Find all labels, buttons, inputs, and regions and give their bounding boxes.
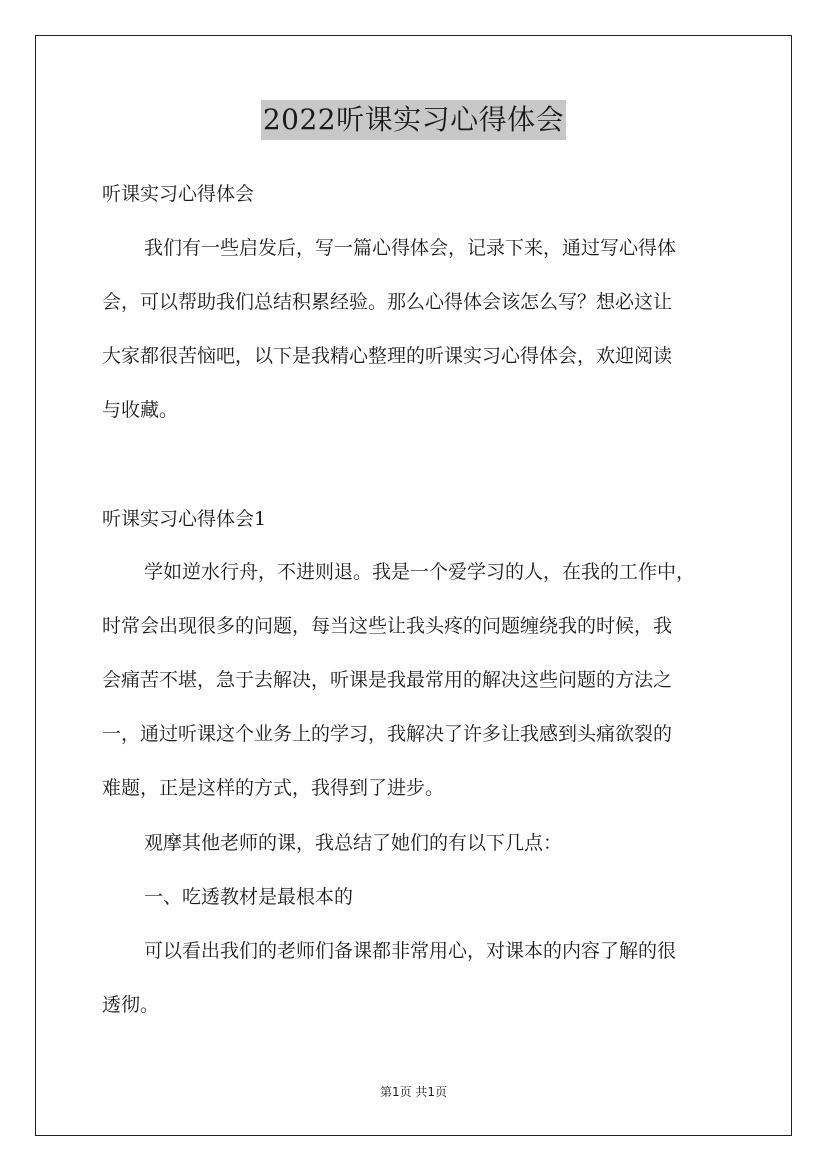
paragraph-line: 会痛苦不堪，急于去解决，听课是我最常用的解决这些问题的方法之 [102, 669, 673, 691]
paragraph-line: 透彻。 [102, 994, 160, 1016]
paragraph-line: 一，通过听课这个业务上的学习，我解决了许多让我感到头痛欲裂的 [102, 723, 673, 745]
paragraph-line: 观摩其他老师的课，我总结了她们的有以下几点： [144, 832, 563, 854]
paragraph-line: 学如逆水行舟，不进则退。我是一个爱学习的人，在我的工作中， [144, 561, 696, 583]
page-footer: 第1页 共1页 [379, 1085, 448, 1099]
intro-line: 我们有一些启发后，写一篇心得体会，记录下来，通过写心得体 [144, 237, 677, 259]
title-container [0, 100, 827, 140]
intro-line: 大家都很苦恼吧，以下是我精心整理的听课实习心得体会，欢迎阅读 [102, 345, 673, 367]
intro-line: 与收藏。 [102, 399, 179, 421]
paragraph-line: 时常会出现很多的问题，每当这些让我头疼的问题缠绕我的时候，我 [102, 615, 673, 637]
paragraph-line: 难题，正是这样的方式，我得到了进步。 [102, 777, 445, 799]
paragraph-line: 可以看出我们的老师们备课都非常用心，对课本的内容了解的很 [144, 940, 677, 962]
point-heading: 一、吃透教材是最根本的 [144, 886, 354, 908]
section-heading-1: 听课实习心得体会1 [102, 508, 267, 530]
intro-line: 会，可以帮助我们总结积累经验。那么心得体会该怎么写？想必这让 [102, 291, 673, 313]
document-title: 2022听课实习心得体会 [261, 100, 566, 140]
section-heading-intro: 听课实习心得体会 [102, 183, 255, 205]
